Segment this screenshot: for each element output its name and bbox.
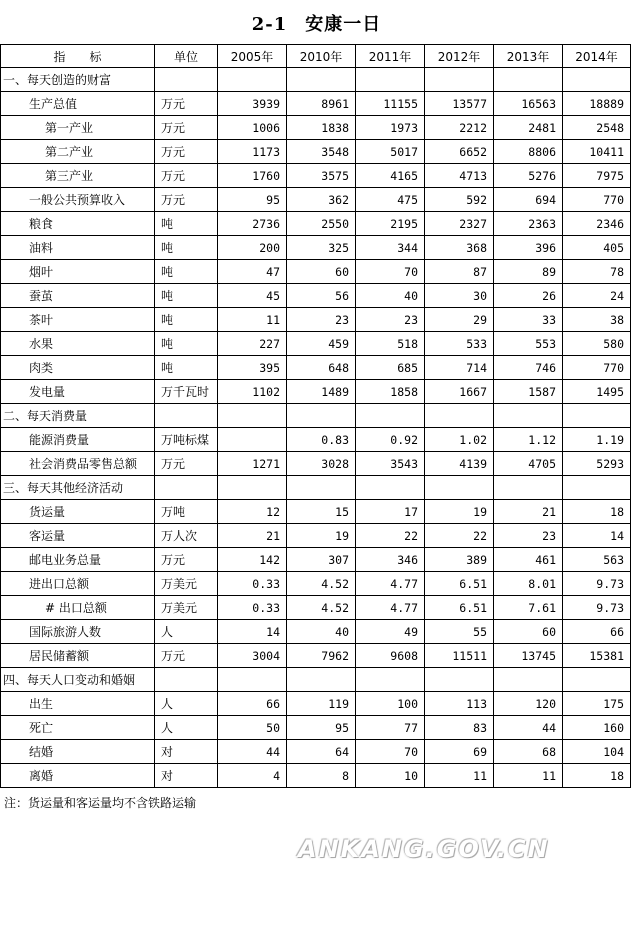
value-cell: 1173 [218,140,287,164]
value-cell: 60 [287,260,356,284]
value-cell: 3575 [287,164,356,188]
value-cell: 2212 [425,116,494,140]
value-cell: 19 [287,524,356,548]
value-cell: 4713 [425,164,494,188]
value-cell: 77 [356,716,425,740]
value-cell: 459 [287,332,356,356]
value-cell: 0.33 [218,572,287,596]
value-cell: 5293 [563,452,631,476]
value-cell: 87 [425,260,494,284]
value-cell: 19 [425,500,494,524]
value-cell: 14 [218,620,287,644]
unit-cell: 万元 [155,644,218,668]
section-row [1,668,631,692]
value-cell: 1587 [494,380,563,404]
value-cell: 119 [287,692,356,716]
value-cell: 30 [425,284,494,308]
unit-cell: 万美元 [155,572,218,596]
value-cell [563,68,631,92]
value-cell: 18889 [563,92,631,116]
value-cell: 66 [563,620,631,644]
value-cell [494,476,563,500]
value-cell: 15381 [563,644,631,668]
value-cell: 6.51 [425,596,494,620]
value-cell: 23 [287,308,356,332]
value-cell: 56 [287,284,356,308]
unit-cell: 吨 [155,260,218,284]
value-cell: 405 [563,236,631,260]
value-cell: 104 [563,740,631,764]
table-row [1,692,631,716]
value-cell: 7975 [563,164,631,188]
unit-cell: 万元 [155,452,218,476]
column-header-2005: 2005年 [218,45,287,68]
section-heading: 一、每天创造的财富 [1,68,155,92]
value-cell [287,668,356,692]
value-cell: 160 [563,716,631,740]
table-row [1,356,631,380]
value-cell: 64 [287,740,356,764]
value-cell [563,404,631,428]
value-cell: 3028 [287,452,356,476]
table-row [1,92,631,116]
value-cell: 4.77 [356,596,425,620]
value-cell: 11511 [425,644,494,668]
value-cell: 9.73 [563,596,631,620]
value-cell: 13745 [494,644,563,668]
indicator-name: 蚕茧 [1,284,155,308]
value-cell: 746 [494,356,563,380]
value-cell [563,476,631,500]
value-cell: 1.02 [425,428,494,452]
watermark: ANKANG.GOV.CN [298,835,550,863]
value-cell: 8961 [287,92,356,116]
value-cell: 4.52 [287,596,356,620]
table-row [1,380,631,404]
value-cell: 3939 [218,92,287,116]
table-row [1,644,631,668]
value-cell [287,404,356,428]
unit-cell: 吨 [155,308,218,332]
value-cell [425,68,494,92]
table-row [1,116,631,140]
value-cell: 2327 [425,212,494,236]
value-cell: 22 [425,524,494,548]
value-cell: 15 [287,500,356,524]
value-cell: 685 [356,356,425,380]
value-cell [218,68,287,92]
value-cell: 1.12 [494,428,563,452]
column-header-2014: 2014年 [563,45,631,68]
value-cell [287,476,356,500]
value-cell: 44 [218,740,287,764]
indicator-name: 结婚 [1,740,155,764]
section-row [1,404,631,428]
value-cell: 1760 [218,164,287,188]
indicator-name: 一般公共预算收入 [1,188,155,212]
value-cell: 1489 [287,380,356,404]
value-cell: 10 [356,764,425,788]
unit-cell [155,476,218,500]
value-cell: 38 [563,308,631,332]
value-cell: 396 [494,236,563,260]
value-cell [287,68,356,92]
column-header-2013: 2013年 [494,45,563,68]
value-cell: 142 [218,548,287,572]
table-row [1,188,631,212]
value-cell: 4139 [425,452,494,476]
value-cell: 344 [356,236,425,260]
indicator-name: 国际旅游人数 [1,620,155,644]
unit-cell: 人 [155,620,218,644]
value-cell: 0.33 [218,596,287,620]
unit-cell: 吨 [155,236,218,260]
table-title [0,10,633,36]
unit-cell: 万元 [155,116,218,140]
value-cell: 4165 [356,164,425,188]
value-cell: 4.77 [356,572,425,596]
unit-cell: 万元 [155,164,218,188]
value-cell: 368 [425,236,494,260]
value-cell: 227 [218,332,287,356]
value-cell: 14 [563,524,631,548]
value-cell [494,404,563,428]
value-cell: 8.01 [494,572,563,596]
section-heading: 四、每天人口变动和婚姻 [1,668,155,692]
value-cell: 175 [563,692,631,716]
indicator-name: 死亡 [1,716,155,740]
unit-cell: 万吨标煤 [155,428,218,452]
table-title-text: 安康一日 [305,14,382,35]
unit-cell: 人 [155,716,218,740]
indicator-name: 货运量 [1,500,155,524]
unit-cell: 吨 [155,356,218,380]
column-header-indicator: 指 标 [1,45,155,68]
value-cell: 68 [494,740,563,764]
value-cell: 18 [563,764,631,788]
indicator-name: 第二产业 [1,140,155,164]
value-cell: 83 [425,716,494,740]
value-cell [425,404,494,428]
unit-cell: 人 [155,692,218,716]
value-cell: 1102 [218,380,287,404]
value-cell: 10411 [563,140,631,164]
table-row [1,260,631,284]
value-cell: 49 [356,620,425,644]
value-cell: 362 [287,188,356,212]
value-cell: 8806 [494,140,563,164]
value-cell: 2550 [287,212,356,236]
value-cell: 7.61 [494,596,563,620]
value-cell: 70 [356,740,425,764]
indicator-name: 离婚 [1,764,155,788]
unit-cell: 万千瓦时 [155,380,218,404]
value-cell: 5017 [356,140,425,164]
value-cell: 3543 [356,452,425,476]
unit-cell: 万元 [155,140,218,164]
value-cell: 5276 [494,164,563,188]
table-row [1,524,631,548]
value-cell: 11 [494,764,563,788]
indicator-name: 第三产业 [1,164,155,188]
table-row [1,572,631,596]
value-cell: 24 [563,284,631,308]
value-cell: 1495 [563,380,631,404]
value-cell: 7962 [287,644,356,668]
value-cell: 60 [494,620,563,644]
indicator-name: # 出口总额 [1,596,155,620]
value-cell: 89 [494,260,563,284]
value-cell: 307 [287,548,356,572]
table-row [1,596,631,620]
unit-cell: 吨 [155,332,218,356]
indicator-name: 肉类 [1,356,155,380]
column-header-unit: 单位 [155,45,218,68]
unit-cell [155,668,218,692]
column-header-2011: 2011年 [356,45,425,68]
value-cell: 2736 [218,212,287,236]
indicator-name: 能源消费量 [1,428,155,452]
value-cell: 9608 [356,644,425,668]
statistics-table [0,44,631,788]
section-row [1,476,631,500]
indicator-name: 第一产业 [1,116,155,140]
table-row [1,764,631,788]
value-cell: 40 [287,620,356,644]
value-cell [356,668,425,692]
value-cell: 113 [425,692,494,716]
unit-cell: 万吨 [155,500,218,524]
column-header-2012: 2012年 [425,45,494,68]
table-row [1,212,631,236]
indicator-name: 水果 [1,332,155,356]
value-cell: 4 [218,764,287,788]
table-row [1,140,631,164]
value-cell: 2346 [563,212,631,236]
value-cell: 69 [425,740,494,764]
value-cell: 1667 [425,380,494,404]
value-cell: 9.73 [563,572,631,596]
value-cell: 26 [494,284,563,308]
unit-cell [155,404,218,428]
indicator-name: 客运量 [1,524,155,548]
value-cell: 770 [563,188,631,212]
value-cell [494,68,563,92]
indicator-name: 烟叶 [1,260,155,284]
unit-cell: 吨 [155,212,218,236]
value-cell [563,668,631,692]
section-heading: 三、每天其他经济活动 [1,476,155,500]
indicator-name: 居民储蓄额 [1,644,155,668]
table-row [1,284,631,308]
table-row [1,500,631,524]
value-cell: 23 [356,308,425,332]
value-cell: 120 [494,692,563,716]
table-number: 2-1 [251,14,288,35]
value-cell: 8 [287,764,356,788]
value-cell [218,476,287,500]
value-cell: 461 [494,548,563,572]
table-row [1,716,631,740]
value-cell: 66 [218,692,287,716]
value-cell: 21 [218,524,287,548]
value-cell: 18 [563,500,631,524]
value-cell [425,476,494,500]
indicator-name: 进出口总额 [1,572,155,596]
value-cell: 4705 [494,452,563,476]
value-cell: 50 [218,716,287,740]
value-cell: 12 [218,500,287,524]
value-cell: 3004 [218,644,287,668]
indicator-name: 社会消费品零售总额 [1,452,155,476]
value-cell: 2363 [494,212,563,236]
column-header-2010: 2010年 [287,45,356,68]
table-row [1,332,631,356]
indicator-name: 茶叶 [1,308,155,332]
table-row [1,236,631,260]
value-cell: 648 [287,356,356,380]
value-cell: 580 [563,332,631,356]
table-row [1,452,631,476]
value-cell [356,404,425,428]
value-cell: 40 [356,284,425,308]
section-row [1,68,631,92]
value-cell [356,476,425,500]
indicator-name: 发电量 [1,380,155,404]
indicator-name: 油料 [1,236,155,260]
value-cell: 78 [563,260,631,284]
value-cell: 0.83 [287,428,356,452]
value-cell: 13577 [425,92,494,116]
value-cell: 3548 [287,140,356,164]
value-cell: 6.51 [425,572,494,596]
table-row [1,164,631,188]
value-cell: 553 [494,332,563,356]
value-cell [218,428,287,452]
value-cell: 11155 [356,92,425,116]
value-cell: 770 [563,356,631,380]
value-cell: 389 [425,548,494,572]
value-cell: 2548 [563,116,631,140]
value-cell: 346 [356,548,425,572]
value-cell: 2195 [356,212,425,236]
value-cell: 1271 [218,452,287,476]
value-cell: 1858 [356,380,425,404]
unit-cell [155,68,218,92]
value-cell [356,68,425,92]
footnote: 注：货运量和客运量均不含铁路运输 [4,796,197,810]
value-cell: 22 [356,524,425,548]
value-cell: 21 [494,500,563,524]
value-cell: 47 [218,260,287,284]
section-heading: 二、每天消费量 [1,404,155,428]
table-row [1,740,631,764]
unit-cell: 对 [155,740,218,764]
unit-cell: 万人次 [155,524,218,548]
indicator-name: 生产总值 [1,92,155,116]
value-cell: 45 [218,284,287,308]
value-cell: 70 [356,260,425,284]
value-cell: 518 [356,332,425,356]
header-row [1,45,631,68]
value-cell: 533 [425,332,494,356]
value-cell: 6652 [425,140,494,164]
value-cell: 95 [218,188,287,212]
indicator-name: 出生 [1,692,155,716]
unit-cell: 万元 [155,188,218,212]
value-cell: 11 [425,764,494,788]
value-cell: 1006 [218,116,287,140]
value-cell [494,668,563,692]
unit-cell: 万元 [155,92,218,116]
value-cell: 44 [494,716,563,740]
value-cell: 17 [356,500,425,524]
table-body [1,68,631,788]
value-cell: 23 [494,524,563,548]
value-cell: 395 [218,356,287,380]
value-cell: 1838 [287,116,356,140]
table-row [1,308,631,332]
unit-cell: 对 [155,764,218,788]
value-cell [218,668,287,692]
value-cell: 475 [356,188,425,212]
value-cell: 55 [425,620,494,644]
indicator-name: 邮电业务总量 [1,548,155,572]
value-cell: 16563 [494,92,563,116]
value-cell: 1.19 [563,428,631,452]
value-cell: 0.92 [356,428,425,452]
value-cell: 592 [425,188,494,212]
value-cell: 11 [218,308,287,332]
value-cell: 2481 [494,116,563,140]
indicator-name: 粮食 [1,212,155,236]
unit-cell: 吨 [155,284,218,308]
value-cell: 325 [287,236,356,260]
value-cell: 1973 [356,116,425,140]
value-cell: 563 [563,548,631,572]
value-cell [218,404,287,428]
value-cell [425,668,494,692]
value-cell: 714 [425,356,494,380]
value-cell: 29 [425,308,494,332]
unit-cell: 万元 [155,548,218,572]
value-cell: 200 [218,236,287,260]
value-cell: 95 [287,716,356,740]
value-cell: 33 [494,308,563,332]
table-row [1,620,631,644]
value-cell: 100 [356,692,425,716]
unit-cell: 万美元 [155,596,218,620]
table-row [1,428,631,452]
value-cell: 4.52 [287,572,356,596]
table-row [1,548,631,572]
value-cell: 694 [494,188,563,212]
